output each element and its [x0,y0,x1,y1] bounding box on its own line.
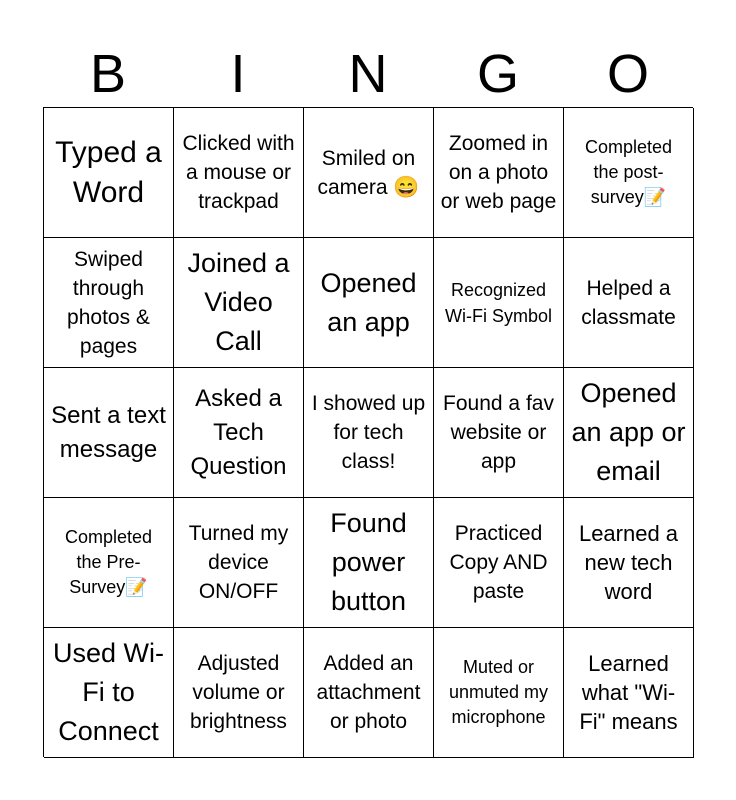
cell-text: Clicked with a mouse or trackpad [182,132,295,213]
cell-text: Swiped through photos & pages [67,247,150,358]
bingo-cell[interactable] [434,368,564,498]
bingo-cell[interactable] [44,238,174,368]
cell-text: Muted or unmuted my microphone [448,657,549,727]
cell-text: Completed the Pre-Survey📝 [64,527,153,597]
bingo-cell[interactable] [434,238,564,368]
cell-text: Smiled on camera 😄 [317,146,420,199]
bingo-cell[interactable] [44,368,174,498]
bingo-cell[interactable] [304,238,434,368]
cell-text: Learned what "Wi-Fi" means [579,651,678,734]
cell-text: Helped a classmate [581,276,676,329]
bingo-cell[interactable] [434,628,564,758]
bingo-cell[interactable] [564,368,694,498]
bingo-cell[interactable] [174,108,304,238]
cell-text: Sent a text message [51,401,166,463]
bingo-cell[interactable] [304,628,434,758]
cell-text: Practiced Copy AND paste [449,522,548,603]
bingo-cell[interactable] [564,238,694,368]
bingo-cell[interactable] [564,628,694,758]
cell-text: Typed a Word [55,135,162,209]
cell-text: Learned a new tech word [578,521,679,604]
header-letter-g: G [476,44,519,104]
header-letter-n: N [348,44,388,104]
bingo-cell[interactable] [304,368,434,498]
cell-text: Turned my device ON/OFF [188,522,289,603]
cell-text: Joined a Video Call [187,248,290,356]
bingo-cell[interactable] [44,628,174,758]
cell-text: I showed up for tech class! [311,392,426,473]
cell-text: Adjusted volume or brightness [190,652,287,733]
header-letter-b: B [89,44,127,104]
bingo-cell[interactable] [304,498,434,628]
bingo-cell[interactable] [174,368,304,498]
bingo-cell[interactable] [44,498,174,628]
bingo-cell[interactable] [174,628,304,758]
cell-text: Found power button [330,508,407,616]
cell-text: Zoomed in on a photo or web page [440,132,557,213]
bingo-cell[interactable] [174,238,304,368]
bingo-cell[interactable] [564,498,694,628]
bingo-card [43,107,693,757]
bingo-cell[interactable] [434,498,564,628]
bingo-cell[interactable] [564,108,694,238]
cell-text: Added an attachment or photo [316,652,421,733]
cell-text: Opened an app or email [571,378,686,486]
bingo-cell[interactable] [174,498,304,628]
header-letter-o: O [606,44,649,104]
cell-text: Opened an app [320,267,417,337]
cell-text: Asked a Tech Question [190,384,287,480]
bingo-cell[interactable] [434,108,564,238]
header-letter-i: I [230,44,246,104]
cell-text: Used Wi-Fi to Connect [52,638,164,746]
bingo-cell[interactable] [44,108,174,238]
cell-text: Completed the post-survey📝 [584,137,673,207]
bingo-cell[interactable] [304,108,434,238]
cell-text: Recognized Wi-Fi Symbol [445,279,552,326]
cell-text: Found a fav website or app [443,392,554,473]
bingo-header [43,40,693,108]
